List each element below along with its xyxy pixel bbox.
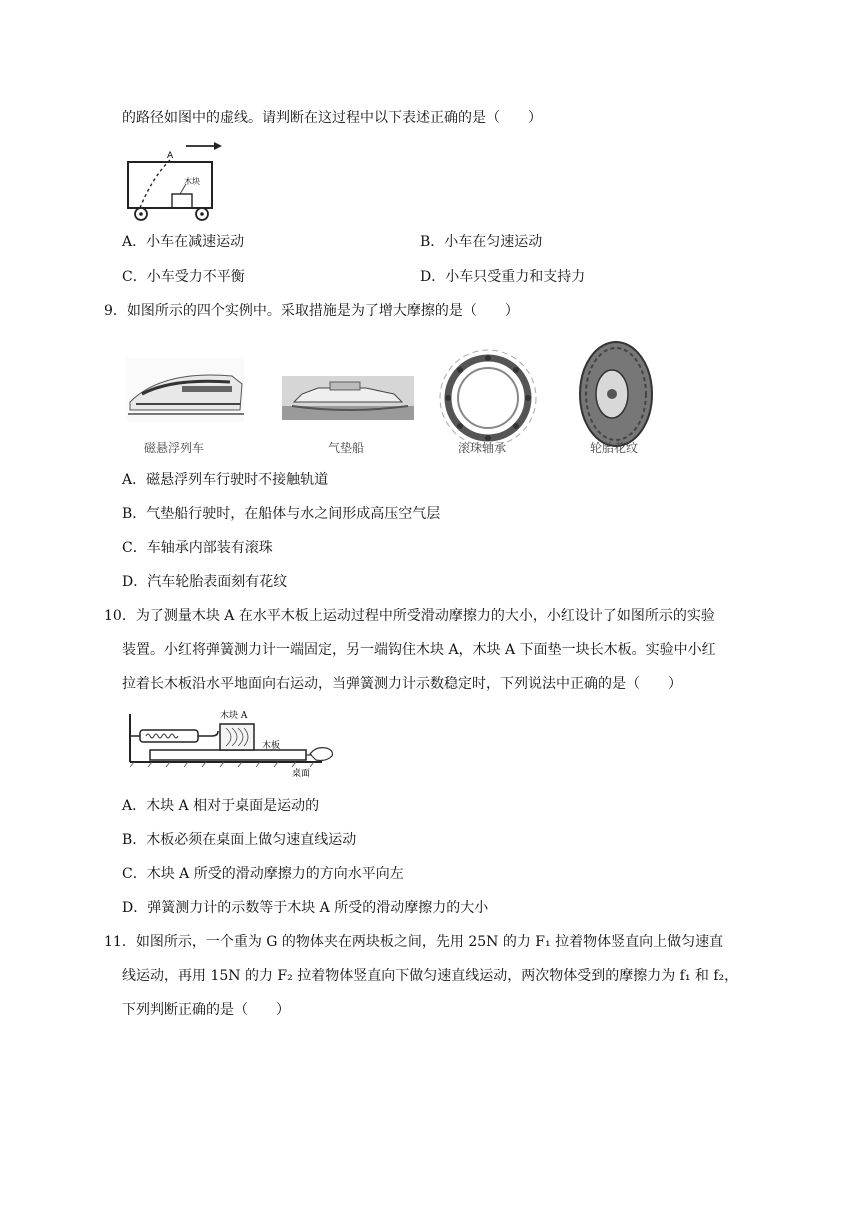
q9-caption-hovercraft: 气垫船 <box>328 441 365 455</box>
q8-stem-tail: 的路径如图中的虚线。请判断在这过程中以下表述正确的是（ ） <box>122 110 542 126</box>
ball-bearing-image <box>440 350 536 446</box>
q10-setup-figure <box>122 704 352 780</box>
q10-option-b: B．木板必须在桌面上做匀速直线运动 <box>122 832 357 848</box>
q9-caption-tire: 轮胎花纹 <box>590 441 639 455</box>
q10-option-c: C．木块 A 所受的滑动摩擦力的方向水平向左 <box>122 866 404 882</box>
q10-label-block: 木块 A <box>220 711 248 721</box>
q10-stem-line1: 10．为了测量木块 A 在水平木板上运动过程中所受滑动摩擦力的大小，小红设计了如图所示的实验 <box>104 608 715 624</box>
q9-option-a: A．磁悬浮列车行驶时不接触轨道 <box>122 472 329 488</box>
q8-option-d: D．小车只受重力和支持力 <box>420 269 586 285</box>
tire-tread-image <box>580 342 652 446</box>
q10-label-table: 桌面 <box>292 769 311 779</box>
q9-caption-maglev: 磁悬浮列车 <box>144 441 205 455</box>
q9-stem: 9．如图所示的四个实例中。采取措施是为了增大摩擦的是（ ） <box>104 303 519 319</box>
q10-option-a: A．木块 A 相对于桌面是运动的 <box>122 798 320 814</box>
q8-option-a: A．小车在减速运动 <box>122 234 245 250</box>
q9-caption-bearing: 滚珠轴承 <box>458 441 507 455</box>
maglev-train-image <box>126 358 244 422</box>
q9-option-d: D．汽车轮胎表面刻有花纹 <box>122 574 288 590</box>
q8-option-b: B．小车在匀速运动 <box>420 234 543 250</box>
q11-stem-line3: 下列判断正确的是（ ） <box>122 1002 290 1018</box>
q8-label-a: A <box>167 151 174 161</box>
q10-option-d: D．弹簧测力计的示数等于木块 A 所受的滑动摩擦力的大小 <box>122 900 489 916</box>
q9-figures <box>122 340 662 458</box>
q9-option-c: C．车轴承内部装有滚珠 <box>122 540 273 556</box>
hovercraft-image <box>282 376 414 420</box>
q8-cart-figure <box>122 138 222 224</box>
q10-label-board: 木板 <box>262 741 281 751</box>
q10-stem-line3: 拉着长木板沿水平地面向右运动，当弹簧测力计示数稳定时，下列说法中正确的是（ ） <box>122 676 682 692</box>
q8-label-block: 木块 <box>184 177 200 186</box>
q10-stem-line2: 装置。小红将弹簧测力计一端固定，另一端钩住木块 A，木块 A 下面垫一块长木板。实验中小红 <box>122 642 716 658</box>
q9-option-b: B．气垫船行驶时，在船体与水之间形成高压空气层 <box>122 506 441 522</box>
q11-stem-line1: 11．如图所示，一个重为 G 的物体夹在两块板之间，先用 25N 的力 F₁ 拉着物体竖直向上做匀速直 <box>104 934 724 950</box>
q11-stem-line2: 线运动，再用 15N 的力 F₂ 拉着物体竖直向下做匀速直线运动，两次物体受到的摩擦力为 f₁ 和 f₂， <box>122 968 739 984</box>
q8-option-c: C．小车受力不平衡 <box>122 269 245 285</box>
